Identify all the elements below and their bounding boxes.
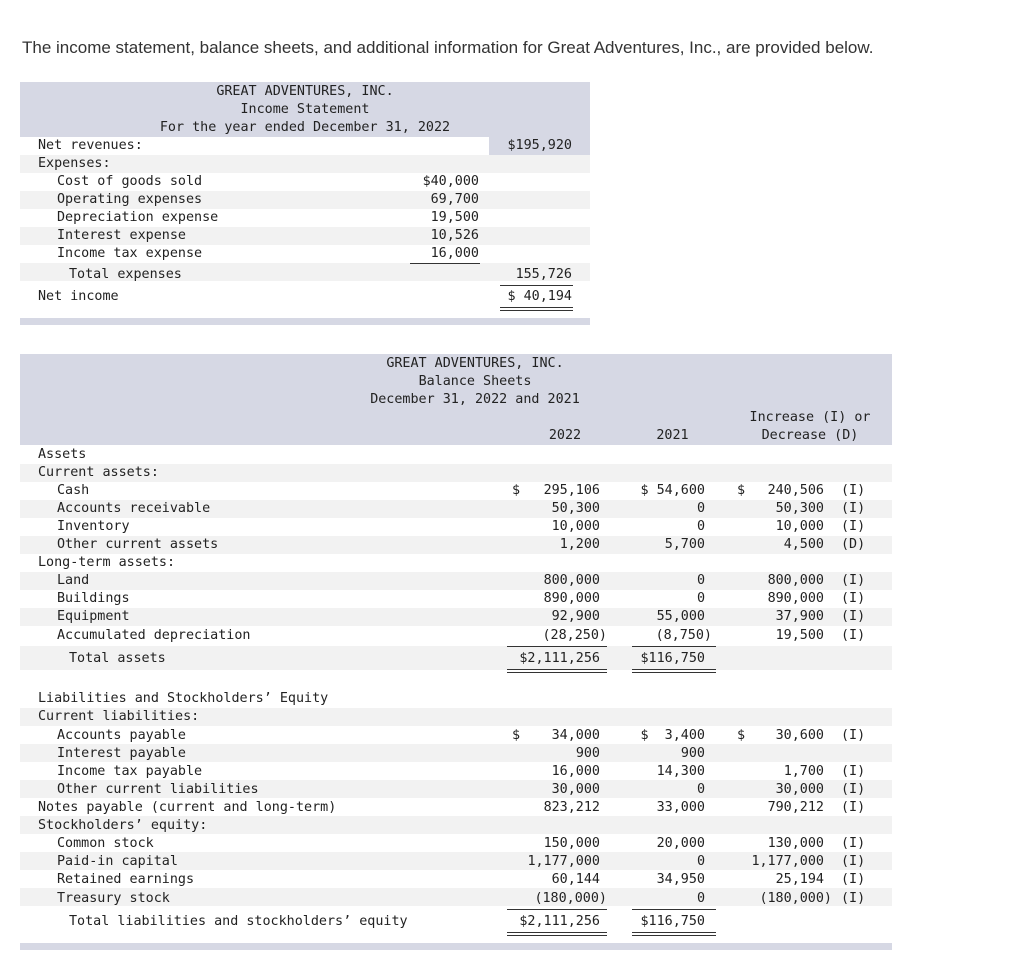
expense-value: 19,500 (430, 210, 479, 225)
equity-label: Common stock (57, 836, 154, 851)
income-period: For the year ended December 31, 2022 (159, 120, 451, 135)
long-term-asset-label: Accumulated depreciation (57, 628, 251, 643)
value-2022: (28,250) (542, 628, 607, 643)
change-indicator: (D) (841, 537, 866, 552)
value-change: 1,700 (783, 764, 824, 779)
value-change: 790,212 (767, 800, 824, 815)
net-revenues-label: Net revenues: (38, 138, 143, 153)
value-change: 240,506 (767, 483, 824, 498)
value-2022: 150,000 (543, 836, 600, 851)
value-change: 800,000 (767, 573, 824, 588)
value-2022: 60,144 (551, 872, 600, 887)
expense-label: Cost of goods sold (57, 174, 203, 189)
long-term-asset-label: Equipment (57, 609, 130, 624)
total-le-2022: $2,111,256 (519, 914, 600, 929)
value-change: 50,300 (775, 501, 824, 516)
assets-underline-2021 (632, 646, 716, 647)
value-2022: 900 (575, 746, 600, 761)
value-2022: 823,212 (543, 800, 600, 815)
balance-period: December 31, 2022 and 2021 (370, 392, 580, 407)
change-indicator: (I) (841, 872, 866, 887)
change-indicator: (I) (841, 836, 866, 851)
value-2022: 890,000 (543, 591, 600, 606)
expenses-label: Expenses: (38, 156, 111, 171)
value-2021: $ 54,600 (640, 483, 705, 498)
equity-underline-2022 (507, 909, 607, 910)
col-header-2021: 2021 (656, 428, 689, 443)
value-2021: 33,000 (656, 800, 705, 815)
long-term-asset-label: Buildings (57, 591, 130, 606)
current-liability-label: Accounts payable (57, 728, 186, 743)
total-le-label: Total liabilities and stockholders’ equity (69, 914, 408, 929)
value-2021: 0 (696, 782, 705, 797)
value-change: 37,900 (775, 609, 824, 624)
total-le-double-underline-2022 (507, 932, 607, 936)
value-2022: 50,300 (551, 501, 600, 516)
current-asset-label: Cash (57, 483, 90, 498)
total-assets-double-underline-2022 (507, 669, 607, 673)
current-liability-label: Interest payable (57, 746, 186, 761)
change-indicator: (I) (841, 501, 866, 516)
expense-value: 16,000 (430, 246, 479, 261)
change-indicator: (I) (841, 782, 866, 797)
equity-underline-2021 (632, 909, 716, 910)
total-assets-double-underline-2021 (632, 669, 716, 673)
change-indicator: (I) (841, 764, 866, 779)
expense-label: Income tax expense (57, 246, 203, 261)
income-bottom-bar (20, 318, 590, 325)
value-2021: 0 (696, 591, 705, 606)
current-liabilities-heading: Current liabilities: (38, 709, 200, 724)
value-2022: 1,177,000 (527, 854, 600, 869)
value-change: 1,177,000 (751, 854, 824, 869)
current-liability-label: Income tax payable (57, 764, 203, 779)
value-2022: 1,200 (559, 537, 600, 552)
current-asset-label: Inventory (57, 519, 130, 534)
col-header-change-1: Increase (I) or (749, 410, 871, 425)
value-2022: 10,000 (551, 519, 600, 534)
value-2021: 0 (696, 854, 705, 869)
value-2021: 5,700 (664, 537, 705, 552)
assets-underline-2022 (507, 646, 607, 647)
long-term-assets-heading: Long-term assets: (38, 555, 176, 570)
value-2021: 20,000 (656, 836, 705, 851)
col-header-2022: 2022 (548, 428, 582, 443)
value-change: 890,000 (767, 591, 824, 606)
total-assets-label: Total assets (69, 651, 166, 666)
expense-value: 69,700 (430, 192, 479, 207)
value-2022: (180,000) (534, 891, 607, 906)
net-revenues-value: $195,920 (507, 138, 572, 153)
value-2022: 295,106 (543, 483, 600, 498)
total-expenses-value: 155,726 (515, 267, 572, 282)
value-2021: (8,750) (655, 628, 712, 643)
current-asset-label: Other current assets (57, 537, 219, 552)
change-indicator: (I) (841, 573, 866, 588)
value-change: 30,000 (775, 782, 824, 797)
change-indicator: (I) (841, 519, 866, 534)
expense-label: Depreciation expense (57, 210, 219, 225)
change-indicator: (I) (841, 728, 866, 743)
total-expenses-underline (500, 285, 573, 286)
liabilities-equity-heading: Liabilities and Stockholders’ Equity (38, 691, 329, 706)
total-le-double-underline-2021 (632, 932, 716, 936)
equity-heading: Stockholders’ equity: (38, 818, 208, 833)
total-assets-2021: $116,750 (640, 651, 705, 666)
value-change: 10,000 (775, 519, 824, 534)
value-change: (180,000) (759, 891, 832, 906)
value-2022: 16,000 (551, 764, 600, 779)
change-indicator: (I) (841, 891, 866, 906)
change-indicator: (I) (841, 591, 866, 606)
current-liability-label: Other current liabilities (57, 782, 259, 797)
value-2022: 34,000 (551, 728, 600, 743)
net-income-value: $ 40,194 (507, 289, 572, 304)
value-change: 30,600 (775, 728, 824, 743)
intro-text: The income statement, balance sheets, and additional information for Great Adventures, Inc., are provided below. (22, 38, 874, 57)
value-2021: 55,000 (656, 609, 705, 624)
assets-heading: Assets (38, 447, 87, 462)
expense-value: 10,526 (430, 228, 479, 243)
equity-label: Retained earnings (57, 872, 195, 887)
value-2021: 0 (696, 573, 705, 588)
total-expenses-label: Total expenses (69, 267, 182, 282)
col-header-change-2: Decrease (D) (761, 428, 859, 443)
balance-bottom-bar (20, 943, 892, 950)
expense-value: $40,000 (422, 174, 479, 189)
balance-title: Balance Sheets (418, 374, 532, 389)
long-term-asset-label: Land (57, 573, 90, 588)
expense-label: Interest expense (57, 228, 186, 243)
equity-label: Treasury stock (57, 891, 170, 906)
expense-label: Operating expenses (57, 192, 203, 207)
value-change: 19,500 (775, 628, 824, 643)
value-change: 25,194 (775, 872, 824, 887)
equity-label: Paid-in capital (57, 854, 178, 869)
change-indicator: (I) (841, 483, 866, 498)
value-2021: 34,950 (656, 872, 705, 887)
value-2022: 800,000 (543, 573, 600, 588)
value-2022: 30,000 (551, 782, 600, 797)
current-asset-label: Accounts receivable (57, 501, 211, 516)
value-change: 4,500 (783, 537, 824, 552)
value-2021: 0 (696, 891, 705, 906)
value-2021: 0 (696, 519, 705, 534)
change-indicator: (I) (841, 800, 866, 815)
value-2021: 900 (680, 746, 705, 761)
change-indicator: (I) (841, 628, 866, 643)
dollar-sign: $ (737, 728, 746, 743)
balance-company: GREAT ADVENTURES, INC. (386, 356, 564, 371)
net-income-label: Net income (38, 289, 119, 304)
income-title: Income Statement (240, 102, 370, 117)
value-2021: $ 3,400 (640, 728, 705, 743)
change-indicator: (I) (841, 854, 866, 869)
income-company: GREAT ADVENTURES, INC. (216, 84, 394, 99)
value-2021: 0 (696, 501, 705, 516)
current-assets-heading: Current assets: (38, 465, 159, 480)
value-2021: 14,300 (656, 764, 705, 779)
notes-payable-label: Notes payable (current and long-term) (38, 800, 337, 815)
total-assets-2022: $2,111,256 (519, 651, 600, 666)
expenses-underline (410, 263, 480, 264)
dollar-sign: $ (512, 483, 521, 498)
dollar-sign: $ (737, 483, 746, 498)
dollar-sign: $ (512, 728, 521, 743)
value-2022: 92,900 (551, 609, 600, 624)
change-indicator: (I) (841, 609, 866, 624)
value-change: 130,000 (767, 836, 824, 851)
net-income-double-underline (500, 307, 573, 311)
total-le-2021: $116,750 (640, 914, 705, 929)
